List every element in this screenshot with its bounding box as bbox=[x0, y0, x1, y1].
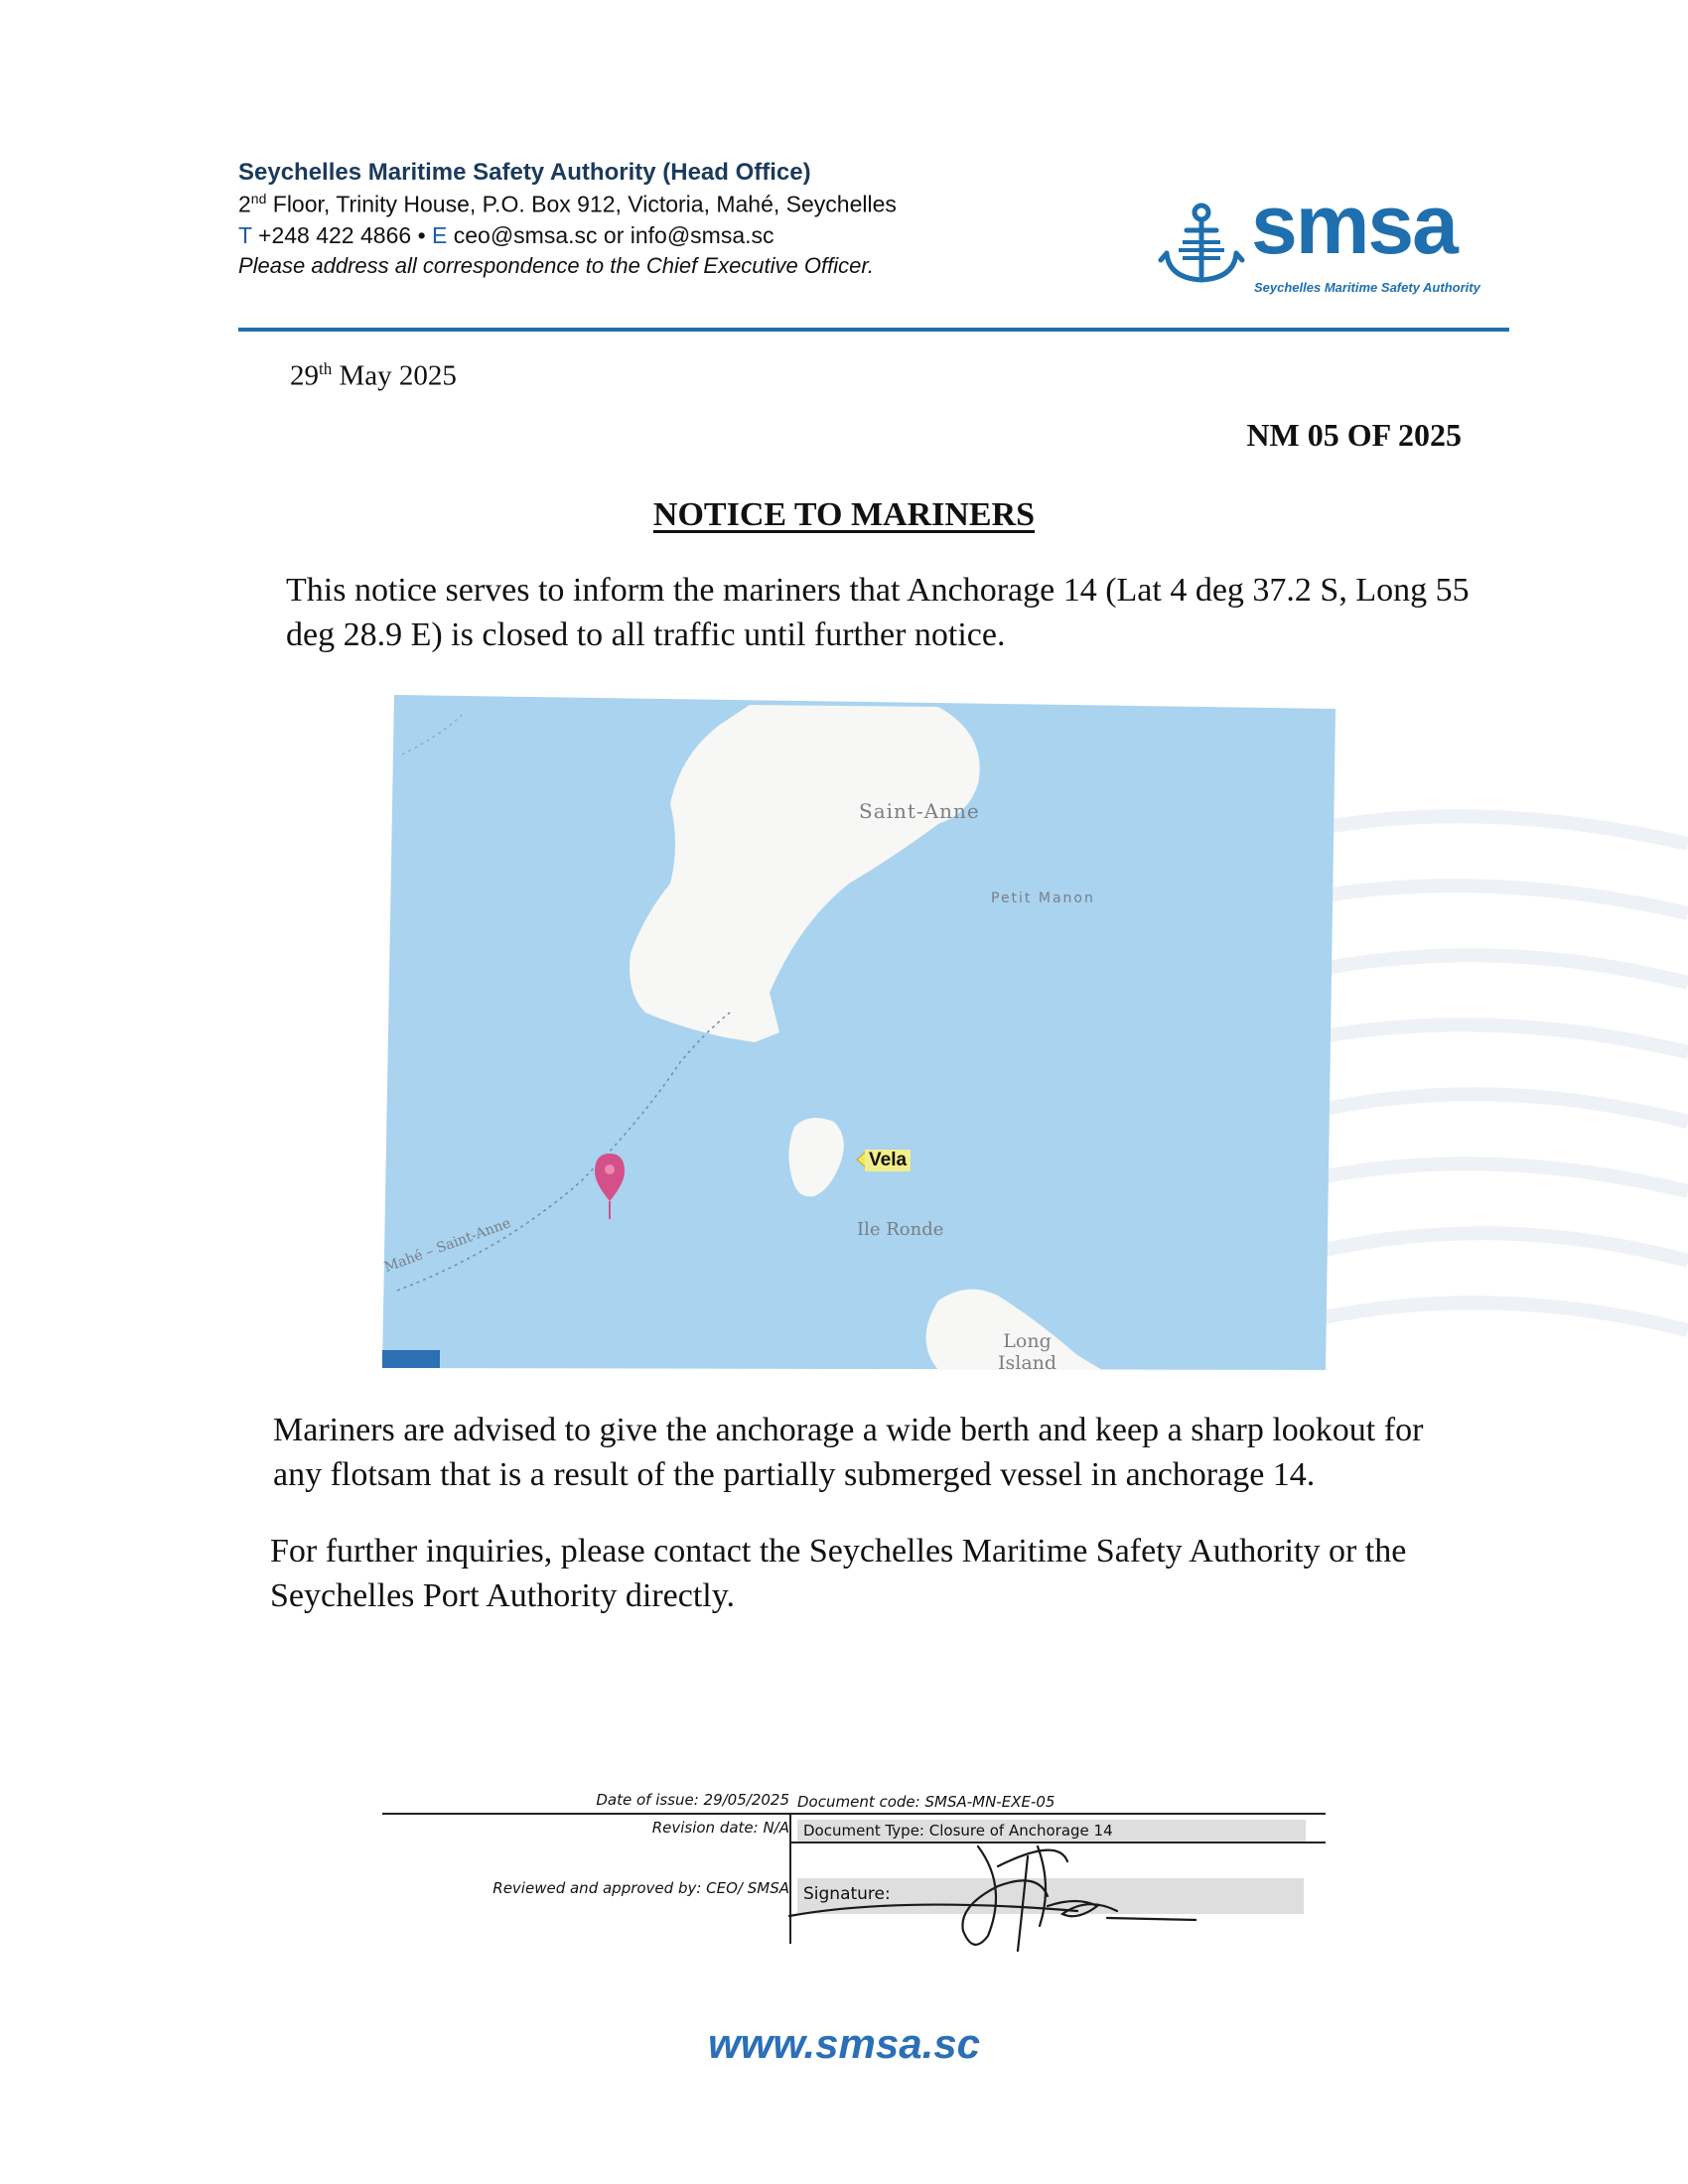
notice-title-text: NOTICE TO MARINERS bbox=[652, 496, 1036, 533]
address-line bbox=[238, 191, 897, 218]
map-label-route: Mahé – Saint-Anne bbox=[382, 1215, 513, 1277]
logo-subtitle: Seychelles Maritime Safety Authority bbox=[1254, 280, 1480, 295]
bullet: • bbox=[417, 221, 426, 248]
smsa-logo bbox=[1157, 178, 1504, 298]
organization-name: Seychelles Maritime Safety Authority (Head Office) bbox=[238, 159, 811, 186]
notice-number: NM 05 OF 2025 bbox=[1246, 417, 1462, 453]
map-label-vela: Vela bbox=[865, 1150, 911, 1171]
issue-date bbox=[290, 359, 457, 393]
date-day: 29 bbox=[290, 359, 319, 392]
contact-line bbox=[238, 222, 897, 249]
inquiries-paragraph: For further inquiries, please contact the Seychelles Maritime Safety Authority or the Seychelles Port Authority directly. bbox=[270, 1533, 1407, 1614]
date-suffix: th bbox=[319, 359, 333, 378]
map-canvas bbox=[382, 695, 1336, 1370]
handwritten-signature bbox=[779, 1827, 1196, 1956]
letterhead-contact bbox=[238, 159, 897, 279]
address-text: Floor, Trinity House, P.O. Box 912, Victoria, Mahé, Seychelles bbox=[266, 191, 897, 217]
long-island-line2: Island bbox=[998, 1352, 1057, 1374]
floor-superscript: nd bbox=[250, 191, 267, 206]
control-rule-top bbox=[382, 1813, 1326, 1815]
website-link[interactable]: www.smsa.sc bbox=[708, 2020, 980, 2067]
phone-prefix: T bbox=[238, 221, 252, 248]
date-of-issue: Date of issue: 29/05/2025 bbox=[596, 1791, 789, 1809]
letterhead bbox=[238, 159, 1509, 333]
date-month-year: May 2025 bbox=[332, 359, 457, 392]
phone-number: +248 422 4866 bbox=[251, 221, 418, 248]
map-label-ile-ronde: Ile Ronde bbox=[857, 1219, 944, 1240]
map-label-saint-anne: Saint-Anne bbox=[859, 799, 980, 823]
logo-wordmark: smsa bbox=[1251, 178, 1457, 271]
map-label-long-island bbox=[998, 1330, 1056, 1374]
anchor-logo-icon bbox=[1157, 199, 1246, 288]
email-prefix: E bbox=[425, 221, 448, 248]
map-label-petit-manon: Petit Manon bbox=[991, 890, 1095, 906]
floor-number: 2 bbox=[238, 191, 251, 217]
correspondence-note: Please address all correspondence to the Chief Executive Officer. bbox=[238, 252, 874, 278]
signature-label: Signature: bbox=[803, 1884, 891, 1904]
letterhead-divider bbox=[238, 328, 1509, 332]
anchorage-map bbox=[382, 695, 1336, 1374]
email-addresses[interactable]: ceo@smsa.sc or info@smsa.sc bbox=[447, 221, 774, 248]
advice-paragraph: Mariners are advised to give the anchorage a wide berth and keep a sharp lookout for any flotsam that is a result of the partially submerged vessel in anchorage 14. bbox=[273, 1412, 1424, 1493]
notice-title bbox=[0, 496, 1688, 534]
long-island-line1: Long bbox=[1003, 1330, 1052, 1352]
reviewed-approved-by: Reviewed and approved by: CEO/ SMSA bbox=[492, 1879, 789, 1897]
revision-date: Revision date: N/A bbox=[651, 1819, 789, 1837]
document-control-block bbox=[382, 1787, 1326, 1956]
document-code: Document code: SMSA-MN-EXE-05 bbox=[797, 1793, 1055, 1811]
intro-paragraph: This notice serves to inform the mariners that Anchorage 14 (Lat 4 deg 37.2 S, Long 55 deg 28.9 E) is closed to all traffic until further notice. bbox=[286, 572, 1470, 653]
scale-bar bbox=[382, 1350, 440, 1368]
document-type: Document Type: Closure of Anchorage 14 bbox=[797, 1820, 1306, 1842]
